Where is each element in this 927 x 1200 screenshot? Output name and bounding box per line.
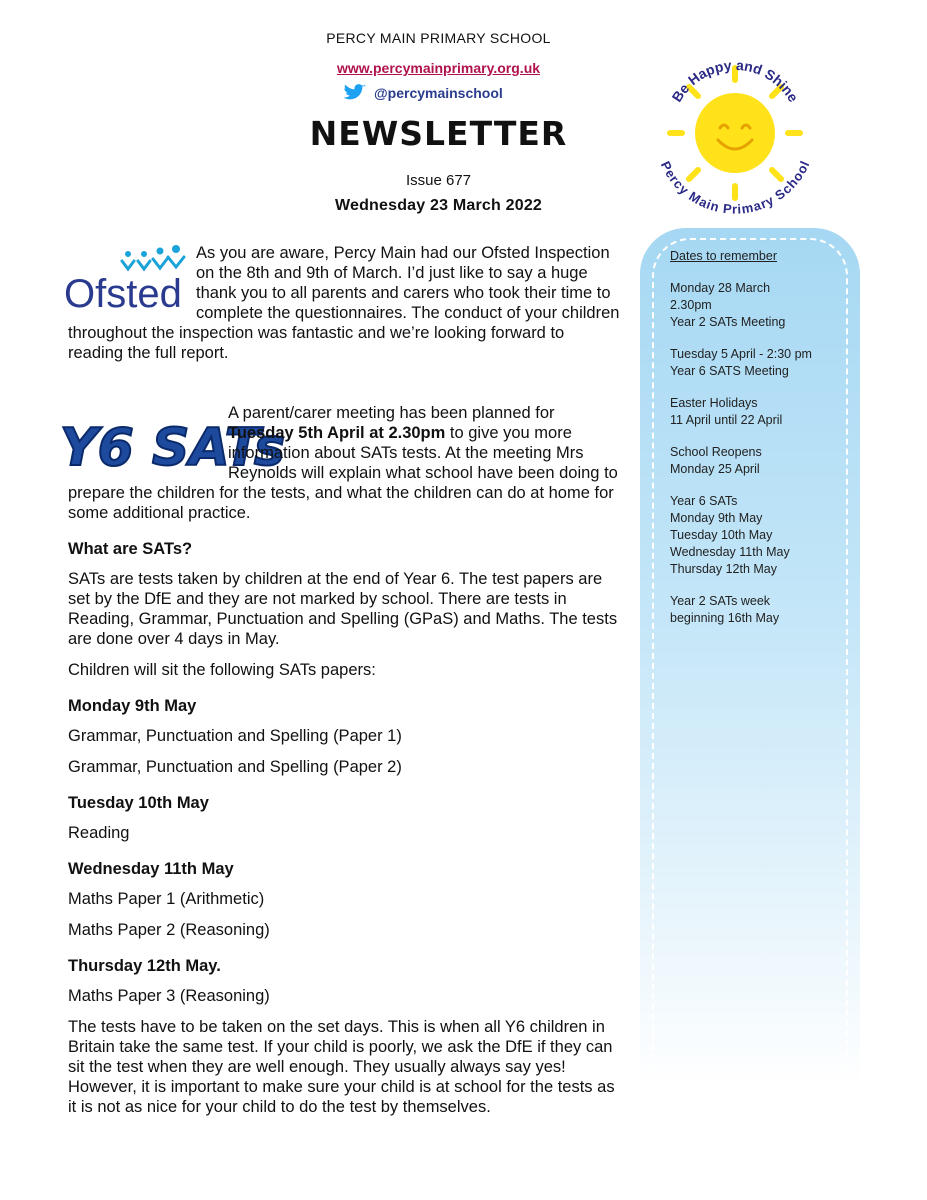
tuesday-heading: Tuesday 10th May [68, 794, 209, 812]
date-line: Year 2 SATs Meeting [670, 315, 786, 329]
date-line: Monday 9th May [670, 511, 763, 525]
monday-paper: Grammar, Punctuation and Spelling (Paper 1) [68, 727, 402, 745]
wednesday-paper: Maths Paper 2 (Reasoning) [68, 921, 270, 939]
wednesday-paper: Maths Paper 1 (Arithmetic) [68, 890, 265, 908]
date-group [670, 593, 850, 627]
sats-section [60, 403, 620, 523]
date-line: 2.30pm [670, 298, 712, 312]
date-line: Tuesday 5 April - 2:30 pm [670, 347, 812, 361]
date-line: School Reopens [670, 445, 762, 459]
twitter-row[interactable] [344, 84, 503, 102]
date-group [670, 395, 850, 429]
monday-heading: Monday 9th May [68, 697, 197, 715]
date-line: Easter Holidays [670, 396, 758, 410]
dates-sidebar [640, 228, 860, 1088]
date-line: Year 6 SATS Meeting [670, 364, 789, 378]
date-group [670, 444, 850, 478]
y6-sats-logo [54, 405, 285, 478]
newsletter-title: NEWSLETTER [309, 114, 568, 153]
twitter-bird-icon [344, 84, 366, 102]
school-name: PERCY MAIN PRIMARY SCHOOL [326, 30, 551, 46]
logo-top-text: Be Happy and Shine [668, 56, 802, 105]
date-line: Thursday 12th May [670, 562, 777, 576]
tuesday-paper: Reading [68, 824, 130, 842]
school-logo [640, 38, 830, 228]
date-group [670, 493, 850, 578]
sats-intro-part: to give you more information about SATs tests. At the meeting Mrs Reynolds will explain what school have been doing to prepare the children for the tests, and what the children can do at home for some additional practice. [68, 424, 618, 522]
date-line: beginning 16th May [670, 611, 780, 625]
website-link[interactable]: www.percymainprimary.org.uk [336, 60, 541, 76]
date-line: Year 2 SATs week [670, 594, 771, 608]
date-line: Monday 25 April [670, 462, 760, 476]
sidebar-heading: Dates to remember [670, 249, 777, 263]
date-line: Tuesday 10th May [670, 528, 773, 542]
ofsted-text: As you are aware, Percy Main had our Ofsted Inspection on the 8th and 9th of March. I’d just like to say a huge thank you to all parents and carers who took their time to complete the questionnaires. The conduct of your children throughout the inspection was fantastic and we’re looking forward to reading the full report. [68, 244, 620, 362]
thursday-paper: Maths Paper 3 (Reasoning) [68, 987, 270, 1005]
wednesday-heading: Wednesday 11th May [68, 860, 234, 878]
date-line: Year 6 SATs [670, 494, 738, 508]
logo-bottom-text: Percy Main Primary School [657, 158, 813, 217]
ofsted-logo [62, 245, 192, 315]
twitter-handle[interactable]: @percymainschool [374, 85, 503, 101]
newsletter-date: Wednesday 23 March 2022 [334, 197, 543, 214]
svg-text:Ofsted: Ofsted [64, 272, 182, 316]
papers-intro: Children will sit the following SATs papers: [68, 661, 376, 679]
thursday-heading: Thursday 12th May. [68, 957, 221, 975]
date-line: Wednesday 11th May [670, 545, 790, 559]
what-are-sats-text: SATs are tests taken by children at the end of Year 6. The test papers are set by the DfE and they are not marked by school. There are tests in Reading, Grammar, Punctuation and Spelling (GPaS) and Maths. The tests are done over 4 days in May. [68, 570, 618, 648]
date-line: Monday 28 March [670, 281, 771, 295]
main-column [60, 243, 620, 1128]
monday-paper: Grammar, Punctuation and Spelling (Paper 2) [68, 758, 402, 776]
issue-number: Issue 677 [405, 172, 472, 189]
svg-text:Y6 SATs: Y6 SATs [60, 418, 285, 478]
ofsted-section [64, 243, 620, 363]
sats-meeting-date: Tuesday 5th April at 2.30pm [228, 424, 446, 442]
date-group [670, 346, 850, 380]
sats-intro-part: A parent/carer meeting has been planned for [228, 404, 555, 422]
date-group [670, 280, 850, 331]
what-are-sats-heading: What are SATs? [68, 540, 193, 558]
closing-text: The tests have to be taken on the set days. This is when all Y6 children in Britain take the same test. If your child is poorly, we ask the DfE if they can sit the test when they are well enough. They usually always say yes! However, it is important to make sure your child is at school for the tests as it is not as nice for your child to do the test by themselves. [68, 1018, 615, 1116]
date-line: 11 April until 22 April [670, 413, 783, 427]
sidebar-content [670, 248, 850, 642]
sun-face-icon [695, 93, 775, 173]
